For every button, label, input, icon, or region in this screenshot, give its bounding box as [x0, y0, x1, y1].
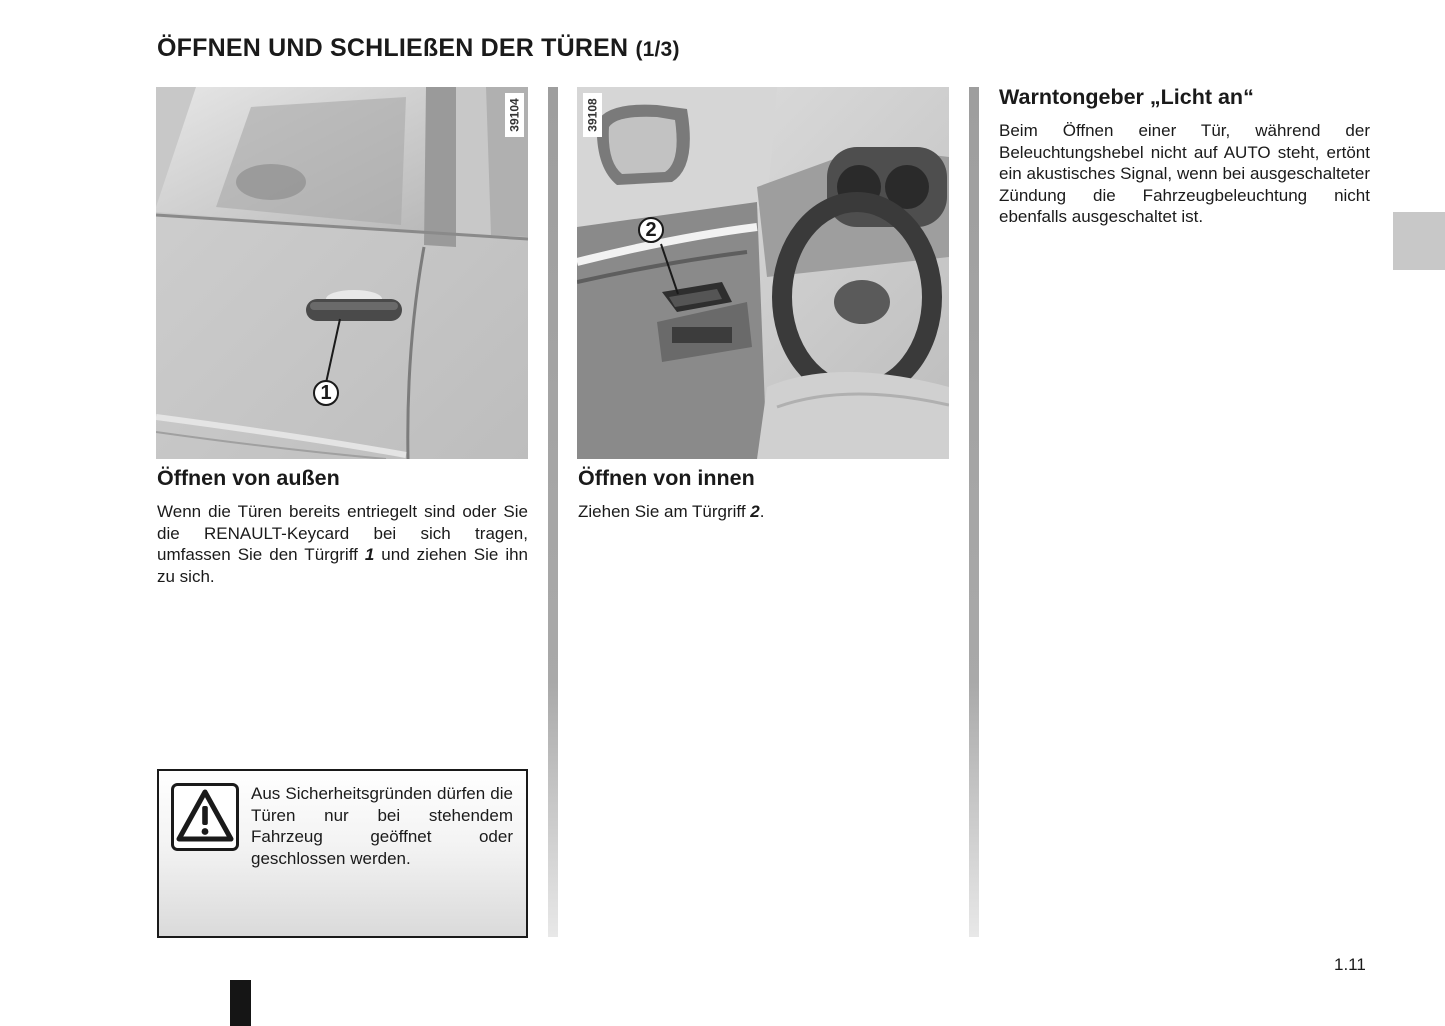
paragraph-opening-from-outside: Wenn die Türen bereits entriegelt sind oder Sie die RENAULT-Keycard bei sich tragen, umfassen Sie den Türgriff 1 und ziehen Sie ihn zu sich.	[157, 502, 528, 586]
callout-2: 2	[638, 217, 664, 243]
column-separator	[969, 87, 979, 937]
warning-triangle-icon	[171, 783, 239, 851]
chapter-thumb-tab	[1393, 212, 1445, 270]
heading-light-warning-buzzer: Warntongeber „Licht an“	[999, 85, 1254, 109]
page-number: 1.11	[1334, 955, 1366, 974]
safety-warning-text: Aus Sicherheitsgründen dürfen die Türen nur bei stehendem Fahrzeug geöffnet oder geschlossen werden.	[251, 784, 513, 868]
interior-door-handle-icon	[577, 87, 949, 459]
safety-warning-box	[157, 769, 528, 938]
exterior-door-handle-icon	[156, 87, 528, 459]
door-handle-reference-2: 2	[750, 502, 760, 521]
figure-interior-door-handle	[577, 87, 949, 459]
figure-code: 39104	[505, 93, 524, 137]
figure-exterior-door-handle	[156, 87, 528, 459]
heading-opening-from-inside: Öffnen von innen	[578, 466, 755, 490]
figure-code: 39108	[583, 93, 602, 137]
page-edge-marker	[230, 980, 251, 1026]
page-title-suffix: (1/3)	[635, 38, 680, 61]
heading-opening-from-outside: Öffnen von außen	[157, 466, 340, 490]
paragraph-opening-from-inside: Ziehen Sie am Türgriff 2.	[578, 502, 765, 521]
paragraph-light-warning-buzzer: Beim Öffnen einer Tür, während der Beleuchtungshebel nicht auf AUTO steht, ertönt ein akustisches Signal, wenn bei ausgeschalteter Zündung die Fahrzeugbeleuchtung nicht ebenfalls ausgeschaltet ist.	[999, 121, 1370, 226]
column-separator	[548, 87, 558, 937]
page-title: ÖFFNEN UND SCHLIEßEN DER TÜREN (1/3)	[157, 34, 680, 62]
callout-1: 1	[313, 380, 339, 406]
door-handle-reference-1: 1	[364, 545, 375, 564]
